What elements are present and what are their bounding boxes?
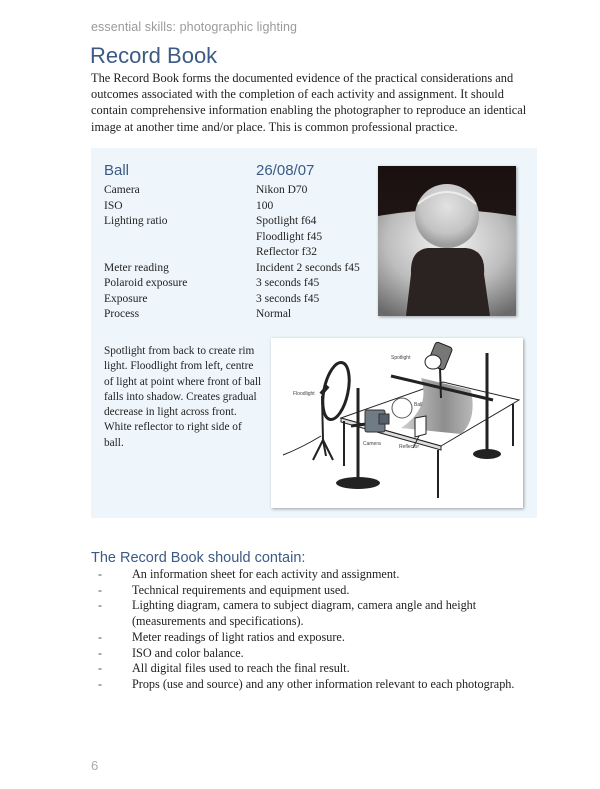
spec-value: Nikon D70 — [256, 184, 308, 196]
list-item — [91, 677, 531, 693]
bullet-dash: - — [98, 629, 103, 644]
label-floodlight: Floodlight — [293, 391, 315, 397]
spec-row — [104, 307, 374, 323]
list-item — [91, 661, 531, 677]
spec-row — [104, 199, 374, 215]
label-camera: Camera — [363, 441, 381, 447]
spec-value: 3 seconds f45 — [256, 277, 320, 289]
spec-row — [104, 261, 374, 277]
spec-label — [104, 230, 256, 246]
page-number: 6 — [91, 758, 99, 773]
contents-list — [91, 567, 531, 693]
bullet-dash: - — [98, 676, 103, 691]
spec-row — [104, 276, 374, 292]
spec-label — [104, 245, 256, 261]
list-item-text: An information sheet for each activity and assignment. — [132, 567, 400, 581]
spec-label: Camera — [104, 184, 140, 196]
spec-value: 100 — [256, 199, 274, 212]
bullet-dash: - — [98, 567, 103, 581]
spec-label: Meter reading — [104, 261, 169, 274]
list-item — [91, 583, 531, 599]
spec-value: Floodlight f45 — [256, 230, 323, 243]
bullet-dash: - — [98, 582, 103, 597]
ball-icon — [392, 398, 412, 418]
spec-row — [104, 214, 374, 230]
list-item — [91, 630, 531, 646]
spec-label: Polaroid exposure — [104, 277, 188, 289]
bullet-dash: - — [98, 661, 103, 676]
list-item — [91, 598, 531, 629]
spec-label: Exposure — [104, 292, 148, 305]
intro-paragraph: The Record Book forms the documented evidence of the practical considerations and outcomes associated with the completion of each activity and assignment. It should contain comprehensive information enabling the photographer to reproduce an identical image at another time and/or place. This is common professional practice. — [91, 71, 527, 134]
list-item-text: Props (use and source) and any other information relevant to each photograph. — [132, 676, 515, 691]
spec-row — [104, 292, 374, 308]
list-item-text: Technical requirements and equipment used. — [132, 582, 350, 597]
label-ball: Ball — [414, 402, 423, 408]
list-item-text: Meter readings of light ratios and exposure. — [132, 629, 345, 644]
contents-heading: The Record Book should contain: — [91, 550, 306, 566]
bullet-dash: - — [98, 645, 103, 660]
list-item-text: Lighting diagram, camera to subject diagram, camera angle and height (measurements and specifications). — [132, 598, 477, 629]
subject-title: Ball — [104, 162, 130, 179]
list-item — [91, 567, 531, 583]
lighting-diagram — [271, 338, 523, 508]
spec-label: Lighting ratio — [104, 215, 168, 227]
spec-value: Reflector f32 — [256, 246, 317, 258]
spec-value: Normal — [256, 308, 292, 320]
spec-label: Process — [104, 308, 140, 320]
spec-label: ISO — [104, 199, 123, 212]
spec-value: Incident 2 seconds f45 — [256, 261, 360, 274]
list-item-text: All digital files used to reach the final result. — [132, 661, 350, 676]
spec-row — [104, 230, 374, 246]
label-spotlight: Spotlight — [391, 355, 411, 361]
lighting-setup-illustration — [271, 338, 523, 508]
record-sheet-panel — [91, 148, 537, 518]
label-reflector: Reflector — [399, 444, 420, 450]
lighting-notes: Spotlight from back to create rim light. Floodlight from left, centre of light at point where front of ball falls into shadow. Creates gradual decrease in light across front. White reflector to right side of ball. — [104, 345, 262, 449]
ball-photograph — [378, 166, 516, 316]
reflector-icon — [415, 416, 426, 437]
running-head: essential skills: photographic lighting — [91, 20, 298, 34]
spec-value: 3 seconds f45 — [256, 292, 320, 305]
spec-table — [104, 183, 374, 323]
list-item-text: ISO and color balance. — [132, 645, 244, 660]
camera-icon — [365, 410, 389, 432]
ball-photo-image — [378, 166, 516, 316]
bullet-dash: - — [98, 598, 103, 613]
spec-row — [104, 245, 374, 261]
page-title: Record Book — [90, 43, 218, 68]
spec-row — [104, 183, 374, 199]
spec-value: Spotlight f64 — [256, 215, 317, 227]
subject-date: 26/08/07 — [256, 162, 315, 179]
list-item — [91, 646, 531, 662]
